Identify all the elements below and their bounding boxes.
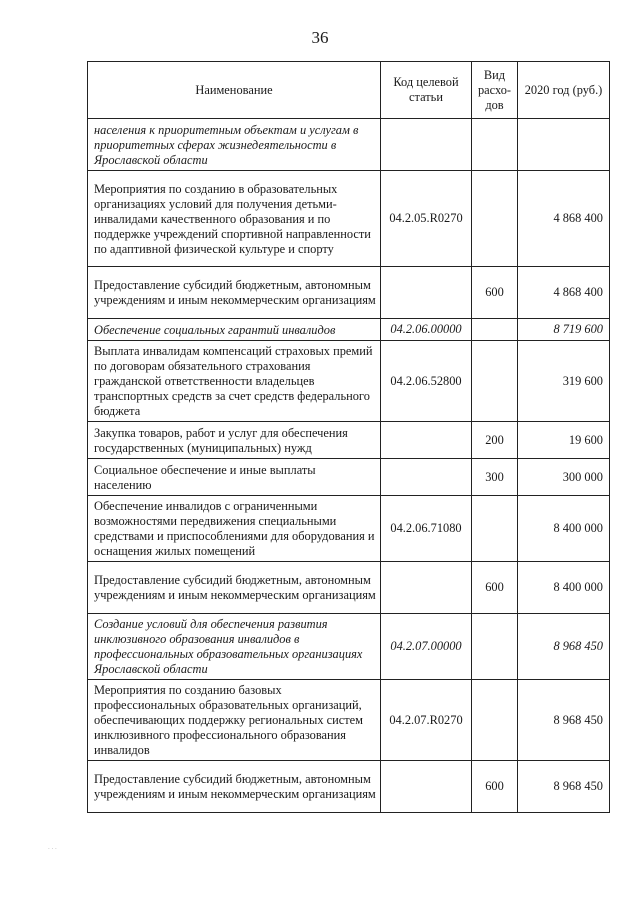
cell-amount [518,119,610,171]
cell-amount: 319 600 [518,341,610,422]
cell-code [381,119,472,171]
table-row [88,119,610,171]
cell-type [472,496,518,562]
cell-type [472,680,518,761]
cell-type: 300 [472,459,518,496]
cell-type: 600 [472,761,518,813]
cell-amount: 8 968 450 [518,680,610,761]
cell-code: 04.2.05.R0270 [381,171,472,267]
cell-name: Выплата инвалидам компенсаций страховых премий по договорам обязательного страхования гражданской ответственности владельцев транспортных средств за счет средств федерального бюджета [88,341,381,422]
cell-name: Предоставление субсидий бюджетным, автономным учреждениям и иным некоммерческим организациям [88,562,381,614]
header-code: Код целевой статьи [381,62,472,119]
table-row [88,267,610,319]
cell-type [472,171,518,267]
cell-name: Социальное обеспечение и иные выплаты населению [88,459,381,496]
cell-code [381,562,472,614]
cell-name: Создание условий для обеспечения развития инклюзивного образования инвалидов в профессиональных образовательных организациях Ярославской области [88,614,381,680]
cell-name: Предоставление субсидий бюджетным, автономным учреждениям и иным некоммерческим организациям [88,761,381,813]
cell-name: Обеспечение инвалидов с ограниченными возможностями передвижения специальными средствами и приспособлениями для оборудования и оснащения жилых помещений [88,496,381,562]
cell-amount: 8 968 450 [518,614,610,680]
table-row [88,562,610,614]
cell-amount: 4 868 400 [518,267,610,319]
header-type: Вид расхо-дов [472,62,518,119]
table-header-row [88,62,610,119]
cell-amount: 300 000 [518,459,610,496]
cell-amount: 8 400 000 [518,562,610,614]
table-row [88,680,610,761]
cell-name: Закупка товаров, работ и услуг для обеспечения государственных (муниципальных) нужд [88,422,381,459]
cell-type: 600 [472,562,518,614]
cell-amount: 8 400 000 [518,496,610,562]
table-row [88,614,610,680]
cell-amount: 8 719 600 [518,319,610,341]
table-row [88,341,610,422]
cell-name: Мероприятия по созданию базовых профессиональных образовательных организаций, обеспечивающих поддержку региональных систем инклюзивного профессионального образования инвалидов [88,680,381,761]
table-body [88,119,610,813]
cell-code [381,761,472,813]
cell-name: Мероприятия по созданию в образовательных организациях условий для получения детьми-инвалидами качественного образования и по поддержке учреждений спортивной направленности по адаптивной физической культуре и спорту [88,171,381,267]
table-row [88,761,610,813]
table-row [88,459,610,496]
header-amount: 2020 год (руб.) [518,62,610,119]
cell-amount: 19 600 [518,422,610,459]
cell-amount: 8 968 450 [518,761,610,813]
cell-amount: 4 868 400 [518,171,610,267]
cell-name: Обеспечение социальных гарантий инвалидов [88,319,381,341]
cell-code: 04.2.07.R0270 [381,680,472,761]
header-name: Наименование [88,62,381,119]
cell-type [472,614,518,680]
cell-code: 04.2.06.52800 [381,341,472,422]
cell-code: 04.2.06.71080 [381,496,472,562]
table-row [88,422,610,459]
table-row [88,496,610,562]
page-number: 36 [311,28,329,47]
cell-code: 04.2.07.00000 [381,614,472,680]
cell-name: Предоставление субсидий бюджетным, автономным учреждениям и иным некоммерческим организациям [88,267,381,319]
cell-type: 200 [472,422,518,459]
cell-code [381,267,472,319]
cell-type: 600 [472,267,518,319]
cell-code: 04.2.06.00000 [381,319,472,341]
cell-type [472,119,518,171]
table-row [88,171,610,267]
table-row [88,319,610,341]
cell-name: населения к приоритетным объектам и услугам в приоритетных сферах жизнедеятельности в Ярославской области [88,119,381,171]
cell-type [472,341,518,422]
budget-table [87,61,610,813]
cell-type [472,319,518,341]
cell-code [381,422,472,459]
margin-mark: . . . [48,843,57,851]
cell-code [381,459,472,496]
